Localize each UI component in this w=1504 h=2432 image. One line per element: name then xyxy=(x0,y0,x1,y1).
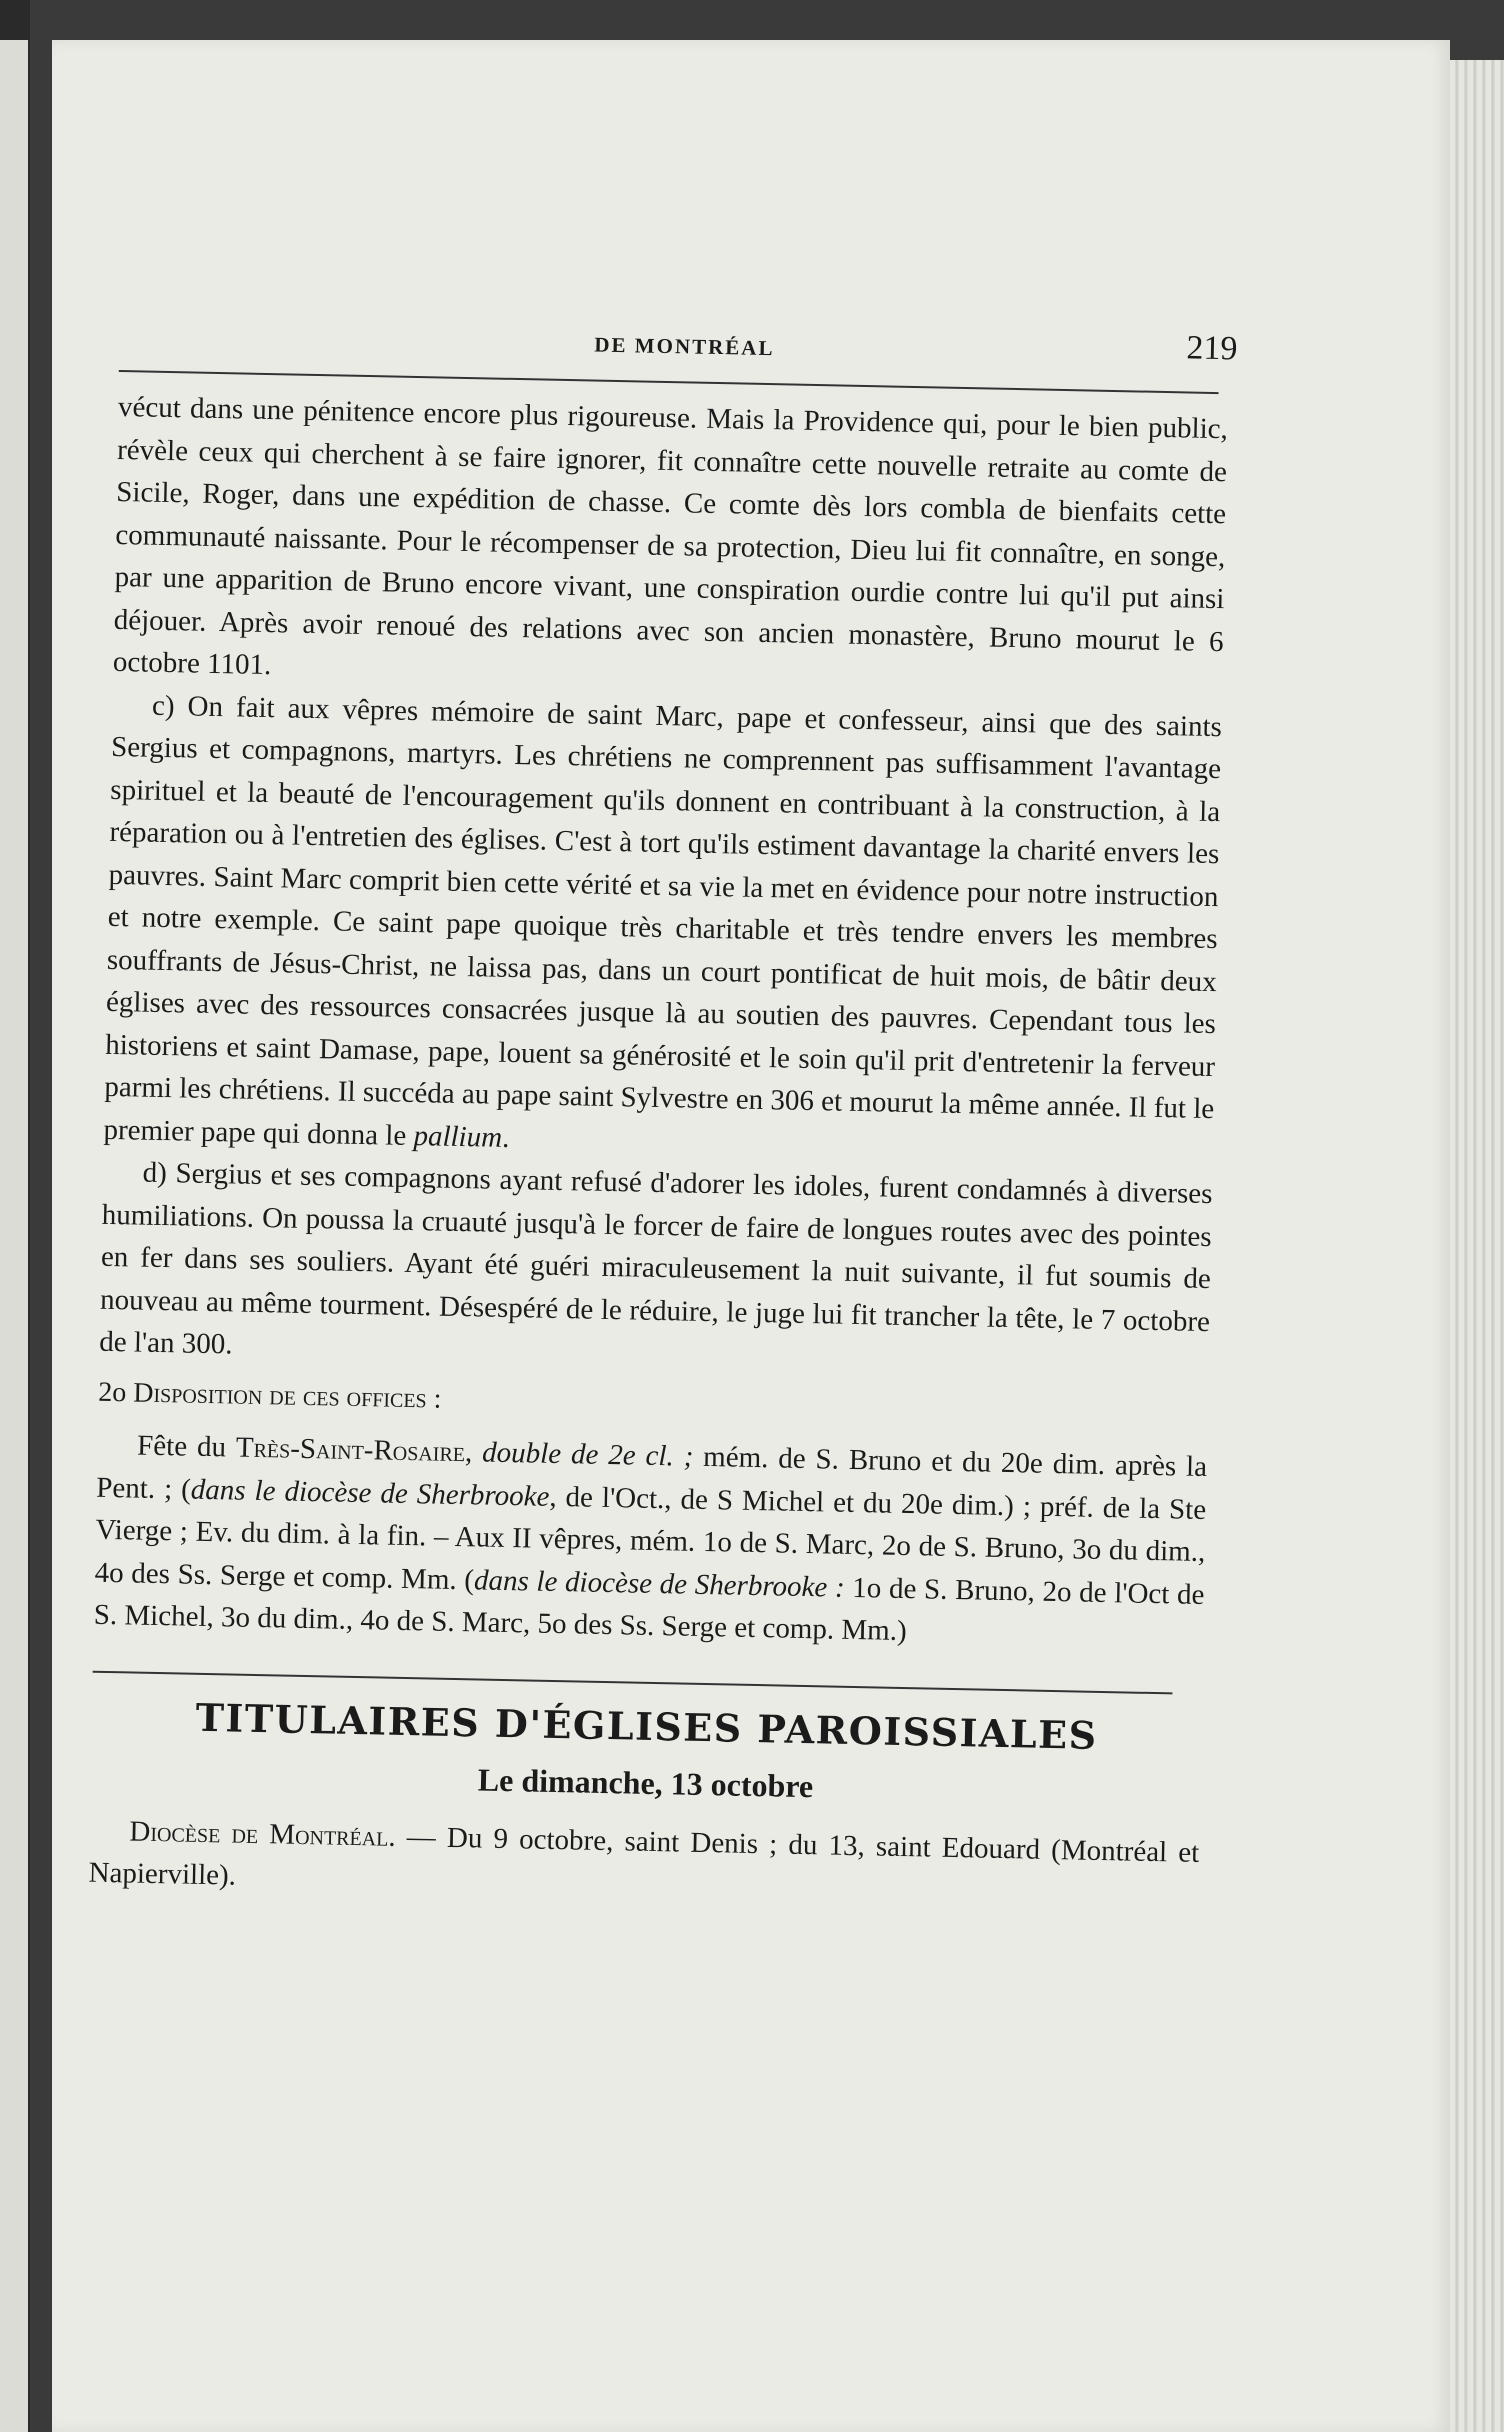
disposition-colon: : xyxy=(426,1382,442,1415)
paragraph-saint-marc-end: . xyxy=(501,1121,510,1154)
pallium-term: pallium xyxy=(413,1119,503,1154)
disposition-part-5: mém. de S. Bruno et du 20e dim. après la Pent. ; ( xyxy=(96,1440,1208,1506)
disposition-number: 2o xyxy=(97,1376,134,1408)
page-content xyxy=(88,310,1238,1916)
sherbrooke-note-1: dans le diocèse de Sherbrooke xyxy=(190,1473,550,1513)
page-number: 219 xyxy=(1186,329,1238,368)
page-stack-edge xyxy=(1450,60,1504,2432)
paragraph-saint-marc xyxy=(103,683,1222,1173)
paragraph-sergius: d) Sergius et ses compagnons ayant refusé d'adorer les idoles, furent condamnés à diverses humiliations. On poussa la cruauté jusqu'à le forcer de faire de longues routes avec des pointes en fer dans ses souliers. Ayant été guéri miraculeusement la nuit suivante, il fut soumis de nouveau au même tourment. Désespéré de le réduire, le juge lui fit trancher la tête, le 7 octobre de l'an 300. xyxy=(98,1156,1213,1361)
feast-name: Très-Saint-Rosaire xyxy=(235,1431,466,1469)
disposition-part-9: 1o de S. Bruno, 2o de l'Oct de S. Michel, 3o du dim., 4o de S. Marc, 5o des Ss. Serge et comp. Mm.) xyxy=(93,1571,1205,1648)
titulaires-heading: TITULAIRES D'ÉGLISES PAROISSIALES xyxy=(195,1694,1099,1758)
disposition-part-1: Fête du xyxy=(136,1429,237,1464)
disposition-part-3: , xyxy=(464,1436,483,1469)
facing-page-edge xyxy=(0,40,28,2432)
paragraph-saint-marc-text: c) On fait aux vêpres mémoire de saint Marc, pape et confesseur, ainsi que des saints Sergius et compagnons, martyrs. Les chrétiens ne comprennent pas suffisamment l'avantage spirituel et la beauté de l'encouragement qu'ils donnent en contribuant à la construction, à la réparation ou à l'entretien des églises. C'est à tort qu'ils estiment davantage la charité envers les pauvres. Saint Marc comprit bien cette vérité et sa vie la met en évidence pour notre instruction et notre exemple. Ce saint pape quoique très charitable et très tendre envers les membres souffrants de Jésus-Christ, ne laissa pas, dans un court pontificat de huit mois, de bâtir deux églises avec des ressources consacrées jusque là au soutien des pauvres. Cependant tous les historiens et saint Damase, pape, louent sa générosité et le soin qu'il prit d'entretenir la ferveur parmi les chrétiens. Il succéda au pape saint Sylvestre en 306 et mourut la même année. Il fut le premier pape qui donna le xyxy=(103,689,1223,1152)
paragraph-bruno-end: vécut dans une pénitence encore plus rigoureuse. Mais la Providence qui, pour le bien public, révèle ceux qui cherchent à se faire ignorer, fit connaître cette nouvelle retraite au comte de Sicile, Roger, dans une expédition de chasse. Ce comte dès lors combla de bienfaits cette communauté naissante. Pour le récompenser de sa protection, Dieu lui fit connaître, en songe, par une apparition de Bruno encore vivant, une conspiration ourdie contre lui qu'il put ainsi déjouer. Après avoir renoué des relations avec son ancien monastère, Bruno mourut le 6 octobre 1101. xyxy=(112,390,1229,682)
titulaires-entry-text: — Du 9 octobre, saint Denis ; du 13, saint Edouard (Montréal et Napierville). xyxy=(88,1820,1200,1892)
titulaires-date: Le dimanche, 13 octobre xyxy=(477,1761,814,1805)
feast-rank: double de 2e cl. ; xyxy=(481,1436,694,1473)
running-title: DE MONTRÉAL xyxy=(594,332,775,361)
sherbrooke-note-2: dans le diocèse de Sherbrooke : xyxy=(473,1563,846,1604)
diocese-name: Diocèse de Montréal. xyxy=(129,1814,397,1853)
disposition-text xyxy=(93,1424,1207,1659)
disposition-title: Disposition de ces offices xyxy=(132,1376,428,1414)
disposition-part-7: , de l'Oct., de S Michel et du 20e dim.) ; préf. de la Ste Vierge ; Ev. du dim. à la fin. – Aux II vêpres, mém. 1o de S. Marc, 2o de S. Bruno, 3o du dim., 4o des Ss. Serge et comp. Mm. ( xyxy=(94,1480,1207,1596)
section-rule xyxy=(93,1670,1173,1694)
